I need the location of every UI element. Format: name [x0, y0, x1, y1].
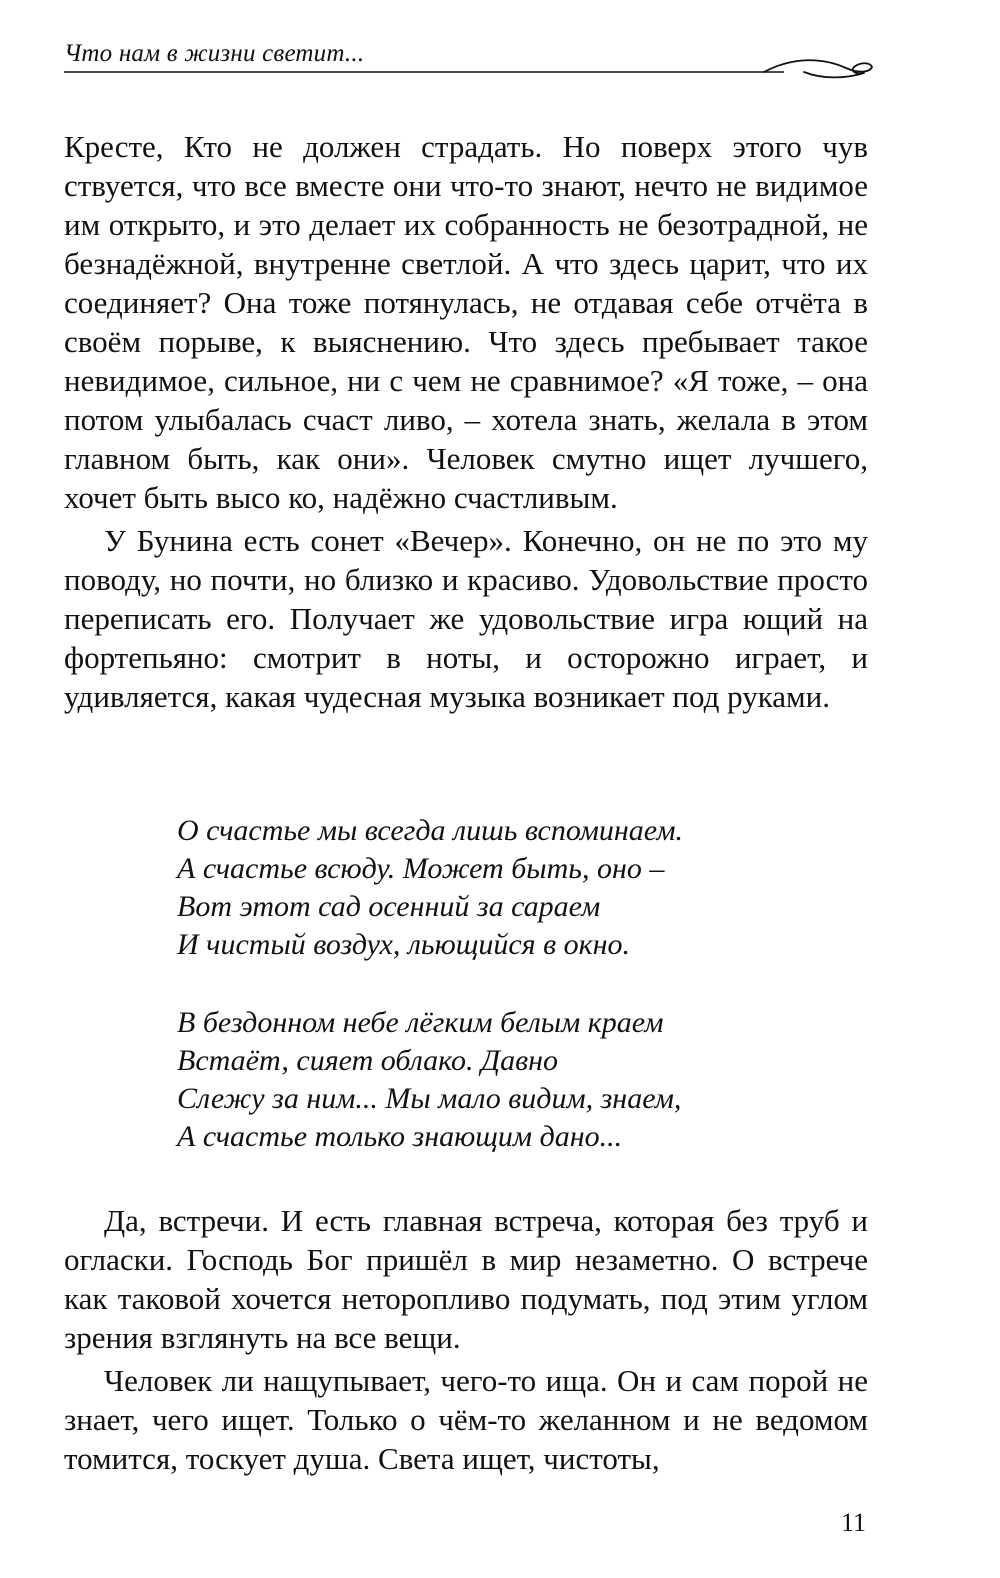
text-line: ствуется, что все вместе они что-то знают, нечто не — [64, 168, 747, 203]
text-line: отдавая себе отчёта в своём порыве, к выяснению. Что — [64, 285, 869, 359]
poem-line: А счастье всюду. Может быть, оно – — [177, 852, 665, 885]
text-line: му поводу, но почти, но близко и красиво. Удовольствие — [64, 523, 869, 597]
text-line: О встрече как таковой хочется неторопливо подумать, — [64, 1242, 868, 1316]
text-line: труб и огласки. Господь Бог пришёл в мир незаметно. — [64, 1203, 868, 1277]
text-line: Да, встречи. И есть главная встреча, которая без — [104, 1203, 780, 1238]
text-line: они». Человек смутно ищет лучшего, хочет быть высо — [64, 441, 868, 515]
text-line: У Бунина есть сонет «Вечер». Конечно, он не по это — [104, 523, 823, 558]
poem-stanza-1 — [177, 812, 877, 964]
paragraph-meeting — [64, 1201, 868, 1357]
text-line: играет, и удивляется, какая чудесная музыка возникает — [64, 640, 868, 714]
text-line: ливо, – хотела знать, желала в этом главном быть, как — [64, 402, 868, 476]
poem-line: Слежу за ним... Мы мало видим, знаем, — [177, 1082, 682, 1115]
page-number: 11 — [840, 1508, 866, 1537]
poem-stanza-2 — [177, 1004, 877, 1156]
text-line: здесь царит, что их соединяет? Она тоже потянулась, не — [64, 246, 868, 320]
text-line: под этим углом зрения взглянуть на все вещи. — [64, 1281, 868, 1355]
poem-line: О счастье мы всегда лишь вспоминаем. — [177, 814, 683, 847]
body-text-top — [64, 127, 868, 716]
text-line: просто переписать его. Получает же удовольствие игра — [64, 562, 868, 636]
poem-line: В бездонном небе лёгким белым краем — [177, 1006, 664, 1039]
text-line: не знает, чего ищет. Только о чём-то желанном и не — [64, 1363, 868, 1437]
text-line: видимое им открыто, и это делает их собранность не — [64, 168, 869, 242]
text-line: Человек ли нащупывает, чего-то ища. Он и сам порой — [104, 1363, 838, 1398]
text-line: ведомом томится, тоскует душа. Света ищет, чистоты, — [64, 1402, 868, 1476]
text-line: ющий на фортепьяно: смотрит в ноты, и осторожно — [64, 601, 869, 675]
poem-line: Встаёт, сияет облако. Давно — [177, 1044, 559, 1077]
text-line: Кресте, Кто не должен страдать. Но поверх этого чув — [64, 129, 868, 164]
text-line: безотрадной, не безнадёжной, внутренне светлой. А что — [64, 207, 868, 281]
poem-line: Вот этот сад осенний за сараем — [177, 890, 601, 923]
poem-line: А счастье только знающим дано... — [177, 1120, 623, 1153]
text-line: ко, надёжно счастливым. — [288, 480, 618, 515]
body-text-bottom — [64, 1201, 868, 1478]
text-line: не сравнимое? «Я тоже, – она потом улыбалась счаст — [64, 363, 868, 437]
paragraph-bunin — [64, 521, 868, 716]
paragraph-search — [64, 1361, 868, 1478]
text-line: под руками. — [672, 679, 831, 714]
text-line: здесь пребывает такое невидимое, сильное, ни с чем — [64, 324, 868, 398]
poem-line: И чистый воздух, льющийся в окно. — [177, 928, 631, 961]
scroll-flourish-icon — [64, 52, 874, 82]
paragraph-continuation — [64, 127, 868, 517]
running-title: Что нам в жизни светит... — [64, 40, 365, 67]
